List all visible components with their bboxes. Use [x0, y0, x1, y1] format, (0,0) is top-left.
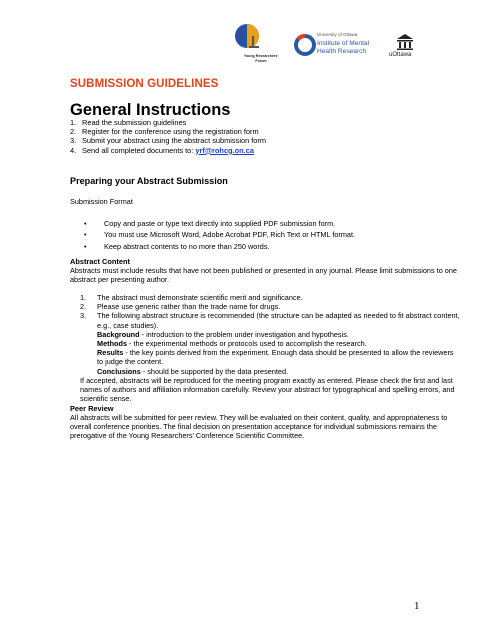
section-results: Results - the key points derived from the experiment. Enough data should be presented to allow the reviewers to judge the content. — [97, 348, 454, 367]
list-item: 3. The following abstract structure is recommended (the structure can be adapted as needed to fit abstract content, e.g., case studies). Background - introduction to the problem under investigation and hypothesis. Methods - the experimental methods or protocols used to accomplish the research. Results - the key points derived from the experiment. Enough data should be presented to allow the reviewers to judge the content. Conclusions - should be supported by the data presented. — [80, 311, 460, 376]
abstract-requirements-list — [80, 293, 460, 376]
accepted-paragraph: If accepted, abstracts will be reproduced for the meeting program exactly as entered. Please check the first and last names of authors and affiliation information carefully. Review your abstract for typographical and spelling errors, and scientific sense. — [80, 376, 455, 404]
bullet-icon: • — [84, 219, 87, 228]
page-number: 1 — [414, 600, 420, 612]
uottawa-logo-text: uOttawa — [389, 52, 412, 58]
list-item: 2. Register for the conference using the registration form — [70, 127, 259, 137]
bullet-icon: • — [84, 230, 87, 240]
format-bullet-list — [84, 218, 355, 252]
abstract-content-paragraph: Abstracts must include results that have not been published or presented in any journal. Please limit submissions to one abstract per presenting author. — [70, 266, 457, 285]
email-link[interactable]: yrf@rohcg.on.ca — [195, 145, 254, 155]
list-item: • You must use Microsoft Word, Adobe Acrobat PDF, Rich Text or HTML format. — [84, 230, 356, 240]
section-methods: Methods - the experimental methods or protocols used to accomplish the research. — [97, 339, 367, 349]
peer-review-paragraph: All abstracts will be submitted for peer review. They will be evaluated on their content, quality, and appropriateness to overall conference priorities. The final decision on presentation acceptance for individual submissions remains the prerogative of the Young Researchers' Conference Scientific Committee. — [70, 413, 448, 441]
uottawa-building-icon — [395, 32, 415, 52]
yrf-logo-text: Young Researchers' Forum — [243, 54, 279, 63]
submission-guidelines-heading: SUBMISSION GUIDELINES — [70, 78, 219, 90]
institute-university: University of Ottawa — [317, 32, 358, 37]
general-steps-list — [70, 118, 266, 155]
list-item: 3. Submit your abstract using the abstract submission form — [70, 136, 267, 146]
list-item: 4. Send all completed documents to: yrf@rohcg.on.ca — [70, 145, 254, 155]
general-instructions-heading: General Instructions — [70, 101, 231, 119]
abstract-content-heading: Abstract Content — [70, 257, 130, 266]
bullet-icon: • — [84, 241, 87, 251]
institute-name-line1: Institute of Mental — [317, 40, 370, 47]
section-background: Background - introduction to the problem under investigation and hypothesis. — [97, 329, 349, 339]
ioh-logo-icon — [294, 34, 316, 56]
list-item: 1. Read the submission guidelines — [70, 118, 187, 127]
list-item: 1. The abstract must demonstrate scientific merit and significance. — [80, 293, 303, 302]
submission-format-label: Submission Format — [70, 197, 133, 206]
section-conclusions: Conclusions - should be supported by the data presented. — [97, 366, 289, 376]
institute-name-line2: Health Research — [317, 48, 367, 55]
preparing-heading: Preparing your Abstract Submission — [70, 176, 228, 186]
peer-review-heading: Peer Review — [70, 404, 114, 413]
list-item: • Keep abstract contents to no more than 250 words. — [84, 241, 270, 251]
list-item: • Copy and paste or type text directly into supplied PDF submission form. — [84, 219, 336, 228]
list-item: 2. Please use generic rather than the trade name for drugs. — [80, 302, 281, 312]
